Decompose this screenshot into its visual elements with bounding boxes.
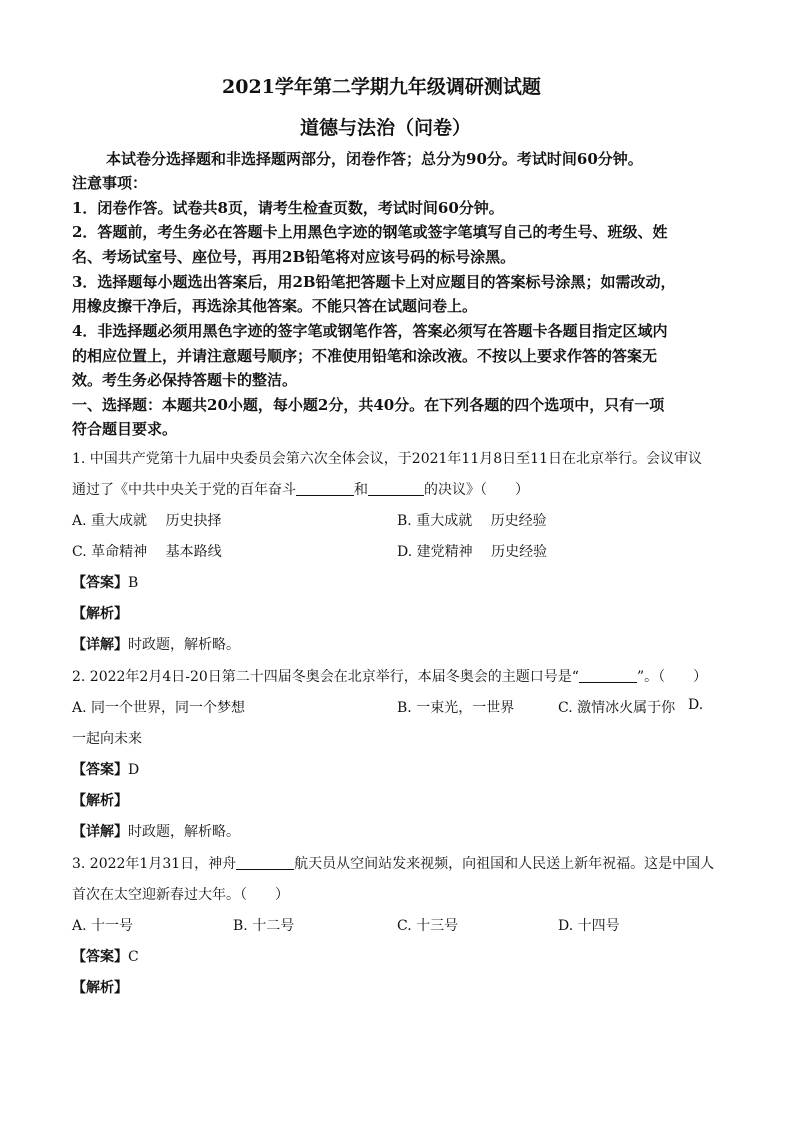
q3-stem-part: 航天员从空间站发来视频，向祖国和人民送上新年祝福。这是中国人	[294, 856, 715, 872]
answer-value: B	[128, 575, 139, 591]
q1-stem-part: 通过了《中共中央关于党的百年奋斗	[72, 482, 296, 498]
q1-stem: 1. 中国共产党第十九届中央委员会第六次全体会议，于2021年11月8日至11日在北京举行。会议审议	[72, 451, 702, 467]
detail-text: 时政题，解析略。	[128, 637, 240, 653]
q3-analysis: 【解析】	[72, 980, 128, 996]
q1-stem-part: 的决议》（ ）	[424, 482, 529, 498]
answer-blank	[368, 481, 424, 496]
detail-label: 【详解】	[72, 824, 128, 840]
q2-answer	[72, 759, 139, 779]
q2-stem	[72, 666, 707, 686]
answer-label: 【答案】	[72, 949, 128, 965]
q1-stem-part: 和	[354, 482, 368, 498]
q1-answer	[72, 572, 138, 592]
notice-line: 的相应位置上，并请注意题号顺序；不准使用铅笔和涂改液。不按以上要求作答的答案无	[72, 347, 658, 365]
detail-text: 时政题，解析略。	[128, 824, 240, 840]
notice-heading: 注意事项：	[72, 174, 148, 192]
answer-blank	[296, 481, 354, 496]
notice-line: 效。考生务必保持答题卡的整洁。	[72, 371, 298, 389]
q2-option-d: 一起向未来	[72, 731, 142, 747]
q2-option-c: C. 激情冰火属于你	[558, 700, 676, 716]
q3-option-b: B. 十二号	[233, 918, 295, 934]
q1-option-a: A. 重大成就 历史抉择	[72, 513, 222, 529]
answer-value: C	[128, 949, 139, 965]
q2-analysis: 【解析】	[72, 793, 128, 809]
notice-line: 名、考场试室号、座位号，再用2B铅笔将对应该号码的标号涂黑。	[72, 248, 516, 266]
q3-option-c: C. 十三号	[397, 918, 459, 934]
answer-label: 【答案】	[72, 575, 128, 591]
q2-option-b: B. 一束光，一世界	[397, 700, 515, 716]
q1-stem	[72, 479, 529, 499]
answer-blank	[236, 855, 294, 870]
q1-option-c: C. 革命精神 基本路线	[72, 544, 222, 560]
q2-option-a: A. 同一个世界，同一个梦想	[72, 700, 246, 716]
q3-option-a: A. 十一号	[72, 918, 134, 934]
answer-label: 【答案】	[72, 762, 128, 778]
detail-label: 【详解】	[72, 637, 128, 653]
q1-analysis: 【解析】	[72, 606, 128, 622]
notice-line: 3．选择题每小题选出答案后，用2B铅笔把答题卡上对应题目的答案标号涂黑；如需改动，	[72, 273, 676, 291]
q2-stem-part: 2. 2022年2月4日-20日第二十四届冬奥会在北京举行，本届冬奥会的主题口号是“	[72, 669, 579, 685]
notice-line: 用橡皮擦干净后，再选涂其他答案。不能只答在试题问卷上。	[72, 297, 478, 315]
q1-option-d: D. 建党精神 历史经验	[397, 544, 548, 560]
exam-intro: 本试卷分选择题和非选择题两部分，闭卷作答；总分为90分。考试时间60分钟。	[106, 150, 643, 168]
q3-stem: 首次在太空迎新春过大年。（ ）	[72, 887, 289, 903]
q3-answer	[72, 946, 139, 966]
answer-blank	[579, 668, 637, 683]
section-heading: 一、选择题：本题共20小题，每小题2分，共40分。在下列各题的四个选项中，只有一项	[72, 396, 665, 414]
notice-line: 1．闭卷作答。试卷共8页，请考生检查页数，考试时间60分钟。	[72, 199, 504, 217]
q3-stem	[72, 853, 714, 873]
answer-value: D	[128, 762, 140, 778]
page-title: 2021学年第二学期九年级调研测试题	[222, 76, 541, 98]
q1-detail	[72, 634, 240, 654]
notice-line: 4．非选择题必须用黑色字迹的签字笔或钢笔作答，答案必须写在答题卡各题目指定区域内	[72, 322, 668, 340]
q3-option-d: D. 十四号	[558, 918, 620, 934]
q3-stem-part: 3. 2022年1月31日，神舟	[72, 856, 237, 872]
notice-line: 2．答题前，考生务必在答题卡上用黑色字迹的钢笔或签字笔填写自己的考生号、班级、姓	[72, 223, 668, 241]
page-subtitle: 道德与法治（问卷）	[300, 117, 472, 139]
q2-detail	[72, 821, 240, 841]
q2-option-d-label: D.	[688, 697, 704, 713]
q1-option-b: B. 重大成就 历史经验	[397, 513, 547, 529]
q2-stem-part: ”。（ ）	[636, 669, 708, 685]
section-heading: 符合题目要求。	[72, 420, 178, 438]
